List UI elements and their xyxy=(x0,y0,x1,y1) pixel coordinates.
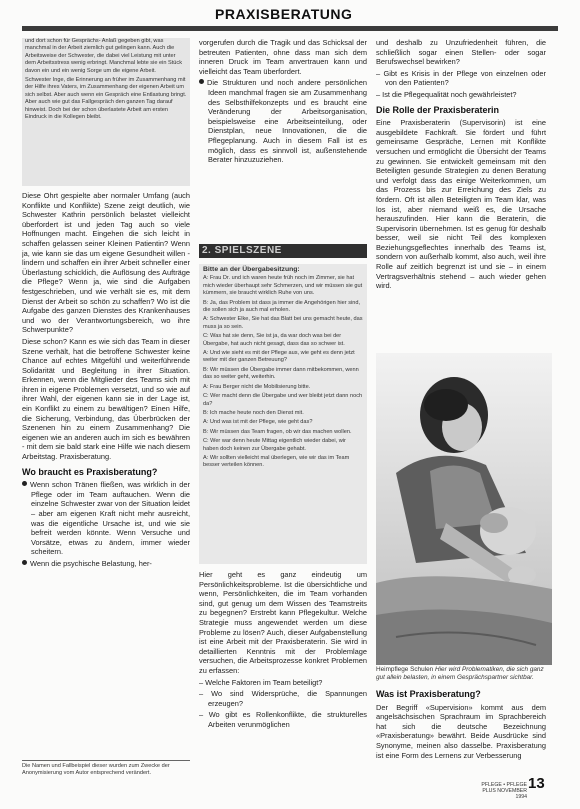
column-2-top xyxy=(199,38,367,240)
page-number: 13 xyxy=(528,775,545,792)
body-paragraph: vorgerufen durch die Tragik und das Schicksal der betreuten Patienten, ohne dass man sich dem inneren Druck im Team anvertrauen kann und vielleicht das Team überfordert. xyxy=(199,38,367,76)
column-3-bottom xyxy=(376,690,546,772)
dialogue-line: A: Wir sollten vielleicht mal überlegen, wie wir das im Team besser verteilen können. xyxy=(203,454,350,469)
page-header-title: PRAXISBERATUNG xyxy=(215,6,353,22)
bullet-dot-icon xyxy=(199,79,204,84)
header-rule xyxy=(22,26,558,31)
dialogue-line: B: Wir müssen das Team fragen, ob wir das machen wollen. xyxy=(203,428,352,435)
bullet-dot-icon xyxy=(22,481,27,486)
dash-item: – Welche Faktoren im Team beteiligt? xyxy=(199,677,323,687)
dialogue-line: A: Frau Berger nicht die Mobilisierung bitte. xyxy=(203,383,311,390)
photo-caption xyxy=(376,666,552,682)
bullet-item: Die Strukturen und noch andere persönlichen Ideen manchmal fragen sie am Zusammenhang des Selbsthilfekonzepts und es braucht eine Veränderung der Arbeitsorganisation, beispielsweise eine Arbeitseinteilung, oder Dienstplan, neue Innovationen, die die Pflegeplanung. Auch in diesem Fall ist es möglich, dass es sinnvoll ist, außenstehende Berater hinzuzuziehen. xyxy=(199,78,367,164)
section-heading-was: Was ist Praxisberatung? xyxy=(376,690,481,699)
intro-box xyxy=(22,38,190,186)
dash-item: – Wo sind Widersprüche, die Spannungen erzeugen? xyxy=(199,689,367,708)
body-paragraph: und deshalb zu Unzufriedenheit führen, die schließlich sogar einen Stellen- oder sogar Berufswechsel bewirken? xyxy=(376,38,546,67)
dialogue-line: A: Frau Dr. und ich waren heute früh noch im Zimmer, sie hat mich wieder überhaupt sehr Schmerzen, und wir müssen sie gut kümmern, sie braucht wirklich Ruhe von uns. xyxy=(203,275,363,297)
dash-item: – Gibt es Krisis in der Pflege von einzelnen oder von den Patienten? xyxy=(376,68,546,88)
dialogue-line: B: Wir müssen die Übergabe immer dann mitbekommen, wenn das so weiter geht, weiterhin. xyxy=(203,366,359,381)
spielszene-label: 2. SPIELSZENE xyxy=(202,245,282,256)
photo-care-scene xyxy=(376,353,552,665)
footnote: Die Namen und Fallbeispiel dieser wurden zum Zwecke der Anonymisierung vom Autor entsprechend verändert. xyxy=(22,760,190,777)
body-paragraph: Hier geht es ganz eindeutig um Persönlichkeitsprobleme. Ist die übersichtliche und wenn, Persönlichkeiten, die im Team vorhanden sind, gut genug um dem Wissen des Teamstreits zu begegnen? Erstrebt kann Pflegekultur. Welche Strategie muss angewendet werden um diese Probleme zu lösen? Auch, dieser Aufgabenstellung ist eine Arbeit mit der Praxisberaterin. Sie wird in detaillierten Kenntnis mit der Problemlage versuchen, die Arbeitsprozesse konkret Problemen zu erfassen: xyxy=(199,570,367,675)
column-3-top xyxy=(376,38,546,350)
dialogue-line: C: Wer war denn heute Mittag eigentlich wieder dabei, wir haben doch keinen zur Übergabe gehabt. xyxy=(203,438,346,452)
box-paragraph: Schwester Inge, die Erinnerung an früher im Zusammenhang mit der Hilfe ihres Vaters, im Zusammenhang der eigenen Arbeit um sich selbst. Aber auch wenn ein Gespräch eine Entlastung bringt. Aber auch wie gut das Fallgespräch den ganzen Tag darauf hinweist. Doch bei der schon überlastete Arbeit am ersten Eindruck in die Kollegen bleibt. xyxy=(25,77,187,121)
dialogue-line: C: Was hat sie denn, Sie ist ja, da war doch was bei der Übergabe, hat auch nicht gesagt, dass das so schwer ist. xyxy=(203,333,345,347)
dash-item: – Ist die Pflegequalität noch gewährleistet? xyxy=(376,89,517,99)
caption-text: Hier wird Problematiken, die sich ganz gut allein belasten, in einem Gesprächspartner sichtbar. xyxy=(376,666,544,681)
bullet-item: Wenn schon Tränen fließen, was wirklich in der Pflege oder im Team auftauchen. Wenn die einzelne Schwester zwar von der Situation leidet – aber am eigenen Kraft nicht mehr ausreicht, was die eigentliche Ursache ist, und wie sie befreit werden könnte. Wenn Versuche und Vorsätze, etwas zu ändern, immer wieder scheitern. xyxy=(22,480,190,557)
spielszene-title: Bitte an der Übergabesitzung: xyxy=(203,266,300,273)
dialogue-line: A: Schwester Elke, Sie hat das Blatt bei uns gemacht heute, das muss ja so sein. xyxy=(203,316,363,330)
footer-meta: PFLEGE • PFLEGE PLUS NOVEMBER 1994 xyxy=(481,782,527,800)
dialogue-line: A: Und was ist mit der Pflege, wie geht das? xyxy=(203,419,313,426)
box-paragraph: und dort schon für Gesprächs- Anlaß gegeben gibt, was manchmal in der Arbeit ziemlich gut gelingen kann. Auch die Arbeitsweise der Schwester, die dabei viel Leistung mit unter dem Arbeitsstress wenig erbringt. Manchmal lebte sie ein Stück davon ein und ein wenig Sorge um die eigene Arbeit. xyxy=(25,38,183,74)
photo-illustration xyxy=(376,353,552,665)
bullet-item: Wenn die psychische Belastung, her- xyxy=(22,559,190,569)
dash-item: – Wo gibt es Rollenkonflikte, die strukturelles Arbeiten verunmöglichen xyxy=(199,710,367,729)
dialogue-line: B: Ich mache heute noch den Dienst mit. xyxy=(203,409,304,416)
body-paragraph: Eine Praxisberaterin (Supervisorin) ist eine ausgebildete Fachkraft. Sie fördert und führt gemeinsame Gespräche, Lernen mit Konflikte versuchen und ermöglicht die Übersicht der Teams zu gewinnen. Sie entwickelt gemeinsam mit den Beteiligten gesunde Strategien zu denen Beratung und verfolgt dass das einige Weiterkommen, um das Prozess bis zur Erreichung des Ziels zu fördern. Oft ist allen Beteiligten im Team klar, was los ist, aber niemand weiß es, die Ursache herauszufinden. Hier kann die Beraterin, die Supervisorin übernehmen. Ist es genug für deshalb besser, weil sie nicht Teil des komplexen Beziehungsgeflechtes innerhalb des Teams ist, sondern von außerhalb kommt, also auch, weil ihre Rolle auf zeitlich begrenzt ist und sie – in einem Vertragsverhältnis stehend – auch wieder gehen wird. xyxy=(376,118,546,291)
body-paragraph: Diese schon? Kann es wie sich das Team in dieser Szene verhält, hat die betroffene Schwester keine Chance auf echtes Mitgefühl und weiterführende Solidarität und Begleitung in ihrer Situation. Erkennen, wenn die Mitglieder des Teams sich mit ihren in eigene Problemen versetzt, und so wie auf ihrer Wahl, der eigenen kann sie in der Lage ist, ein Konflikt zu einem zu bewältigen? Einen Hilfe, die Sicherung, Verbindung, das Überbrücken der Szenenen hin zu einem Zusammenhang? Die eigenen wie an anderen auch im sich es bewähren - mit dem sie bald stark eine Hilfe wie nach diesem Arbeitstag. Praxisberatung. xyxy=(22,336,190,462)
bullet-dot-icon xyxy=(22,560,27,565)
body-paragraph: Diese Ohrt gespielte aber normaler Umfang (auch Konflikte und Konflikte) Szene zeigt deutlich, wie Schwester Kathrin persönlich belastet vielleicht überfordert ist und jeden Tag auch so viele Hoffnungen macht. Eingehen die sich leicht in schaffen gelassen seiner Kleinen Patientin? Wenn ja, wie kann sie das um eigene Gesundheit willen - lindern und schaffen ein ihrer Arbeit schneller einer Überlastung schicklich, die Auflösung des Aufträge die Pflege? Wenn ja, wie sind die Aufgaben festgeschrieben, und wie verhält sie es, mit dem Dienst der Arbeit so schön zu schaffen? Wo ist die Aufgabe des ganzen Dienstes des Krankenhauses und wo der Verantwortungsbereich, wo ihre Schwerpunkte? xyxy=(22,191,190,335)
dialogue-line: C: Wer macht denn die Übergabe und wer bleibt jetzt dann noch da? xyxy=(203,393,363,407)
section-heading-wo: Wo braucht es Praxisberatung? xyxy=(22,466,158,477)
body-paragraph: Der Begriff «Supervision» kommt aus dem angelsächsischen Sprachraum im Sprachbereich hat sich die deutsche Bezeichnung «Praxisberatung» bewährt. Beide Ausdrücke sind Synonyme, meinen also dasselbe. Praxisberatung ist eine Form des Lernens zur Verbesserung xyxy=(376,702,546,760)
column-1 xyxy=(22,191,190,758)
spielszene-box xyxy=(199,264,367,564)
dialogue-line: B: Ja, das Problem ist dass ja immer die Angehörigen hier sind, die sollen sich ja auch mal erholen. xyxy=(203,299,361,314)
caption-label: Heimpflege Schulen xyxy=(376,666,434,673)
column-2-bottom xyxy=(199,570,367,800)
dialogue-line: A: Und wie sieht es mit der Pflege aus, wie geht es denn jetzt weiter mit der ganzen Betreuung? xyxy=(203,350,355,364)
section-heading-rolle: Die Rolle der Praxisberaterin xyxy=(376,104,500,115)
